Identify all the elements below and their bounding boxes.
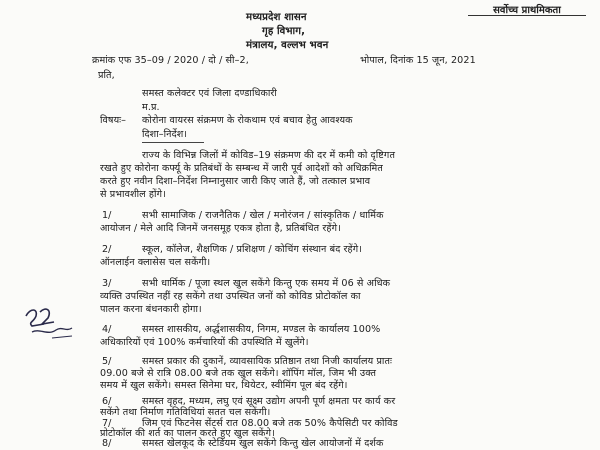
point-line: सकेंगे तथा निर्माण गतिविधियां सतत चल सकेंगी।	[100, 407, 271, 418]
point-line: सभी धार्मिक / पूजा स्थल खुल सकेंगे किन्तु एक समय में 06 से अधिक	[142, 278, 391, 289]
place-date: भोपाल, दिनांक 15 जून, 2021	[360, 55, 476, 66]
point-number: 4/	[102, 324, 112, 335]
point-line: अधिकारियों एवं 100% कर्मचारियों की उपस्थिति में खुलेंगे।	[100, 337, 309, 348]
point-line: सभी सामाजिक / राजनैतिक / खेल / मनोरंजन / सांस्कृतिक / धार्मिक	[142, 210, 384, 221]
point-line: समस्त प्रकार की दुकानें, व्यावसायिक प्रतिष्ठान तथा निजी कार्यालय प्रातः	[142, 356, 393, 367]
header-line-1: मध्यप्रदेश शासन	[246, 12, 307, 23]
subject-underline	[142, 142, 204, 143]
point-number: 8/	[102, 438, 112, 449]
point-number: 3/	[102, 278, 112, 289]
addressee-state: म.प्र.	[142, 102, 160, 113]
intro-line: करते हुए नवीन दिशा–निर्देश निम्नानुसार जारी किए जाते हैं, जो तत्काल प्रभाव	[100, 176, 371, 187]
point-line: 09.00 बजे से रात्रि 08.00 बजे तक खुल सकेंगे। शॉपिंग मॉल, जिम भी उक्त	[100, 368, 377, 379]
point-line: व्यक्ति उपस्थित नहीं रह सकेंगे तथा उपस्थित जनों को कोविड प्रोटोकॉल का	[100, 291, 361, 302]
point-line: जिम एवं फिटनेस सेंटर्स रात 08.00 बजे तक 50% कैपेसिटी पर कोविड	[142, 418, 398, 429]
intro-line: राज्य के विभिन्न जिलों में कोविड–19 संक्रमण की दर में कमी को दृष्टिगत	[142, 150, 396, 161]
point-number: 5/	[102, 356, 112, 367]
point-number: 6/	[102, 396, 112, 407]
subject-label: विषयः–	[100, 115, 127, 126]
priority-stamp: सर्वोच्च प्राथमिकता	[468, 2, 586, 16]
point-line: समय में खुल सकेंगे। समस्त सिनेमा घर, थियेटर, स्वीमिंग पूल बंद रहेंगे।	[100, 380, 348, 391]
subject-line-2: दिशा–निर्देश।	[142, 129, 188, 140]
point-line: प्रोटोकॉल की शर्त का पालन करते हुए खुल सकेंगे।	[100, 428, 275, 439]
subject-line-1: कोरोना वायरस संक्रमण के रोकथाम एवं बचाव हेतु आवश्यक	[142, 115, 353, 126]
point-line: समस्त शासकीय, अर्द्धशासकीय, निगम, मण्डल के कार्यालय 100%	[142, 324, 381, 335]
point-line: आयोजन / मेले आदि जिनमें जनसमूह एकत्र होता है, प्रतिबंधित रहेंगे।	[100, 223, 341, 234]
point-line: समस्त खेलकूद के स्टेडियम खुल सकेंगे किन्तु खेल आयोजनों में दर्शक	[142, 438, 384, 449]
to-label: प्रति,	[98, 70, 115, 81]
intro-line: रखते हुए कोरोना कर्फ्यू के प्रतिबंधों के सम्बन्ध में जारी पूर्व आदेशों को अधिक्रमित	[100, 163, 383, 174]
point-line: समस्त वृहद, मध्यम, लघु एवं सूक्ष्म उद्योग अपनी पूर्ण क्षमता पर कार्य कर	[142, 396, 396, 407]
handwritten-initials-mark	[22, 302, 78, 342]
point-number: 7/	[102, 418, 112, 429]
reference-number: क्रमांक एफ 35–09 / 2020 / दो / सी–2,	[92, 55, 249, 66]
addressee: समस्त कलेक्टर एवं जिला दण्डाधिकारी	[142, 88, 277, 99]
header-line-3: मंत्रालय, वल्लभ भवन	[246, 40, 329, 51]
header-line-2: गृह विभाग,	[262, 26, 306, 37]
point-line: पालन करना बंधनकारी होगा।	[100, 304, 202, 315]
point-line: ऑनलाईन क्लासेस चल सकेंगी।	[100, 257, 211, 268]
intro-line: से प्रभावशील होंगे।	[100, 189, 166, 200]
point-number: 1/	[102, 210, 112, 221]
point-line: स्कूल, कॉलेज, शैक्षणिक / प्रशिक्षण / कोचिंग संस्थान बंद रहेंगे।	[142, 244, 362, 255]
point-number: 2/	[102, 244, 112, 255]
